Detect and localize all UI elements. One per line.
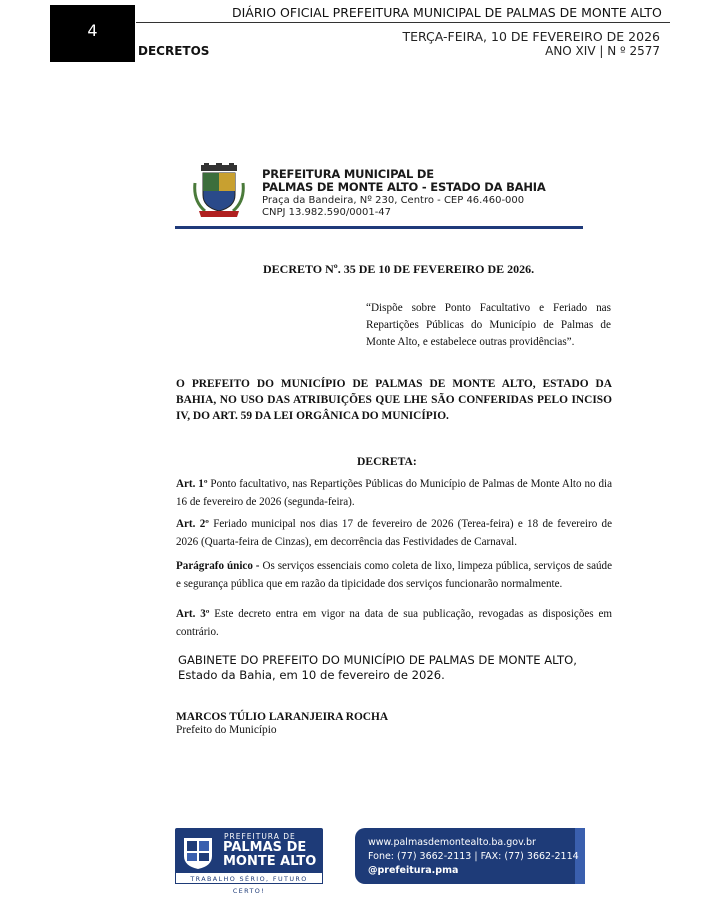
sole-paragraph-label: Parágrafo único - (176, 560, 260, 572)
article-1-text: Ponto facultativo, nas Repartições Públicas do Município de Palmas de Monte Alto no dia 16 de fevereiro de 2026 (segunda-feira). (176, 478, 612, 508)
letterhead-address: Praça da Bandeira, Nº 230, Centro - CEP 46.460-000 (262, 195, 525, 206)
article-2 (176, 515, 612, 551)
footer-slogan: TRABALHO SÉRIO, FUTURO CERTO! (175, 872, 323, 884)
coat-of-arms-icon (193, 163, 245, 219)
letterhead-divider (175, 226, 583, 229)
article-2-text: Feriado municipal nos dias 17 de fevereiro de 2026 (Terea-feira) e 18 de fevereiro de 2026 (Quarta-feira de Cinzas), em decorrência das Festividades de Carnaval. (176, 518, 613, 548)
decree-preamble: O PREFEITO DO MUNICÍPIO DE PALMAS DE MONTE ALTO, ESTADO DA BAHIA, NO USO DAS ATRIBUIÇÕES QUE LHE SÃO CONFERIDAS PELO INCISO IV, DO ART. 59 DA LEI ORGÂNICA DO MUNICÍPIO. (176, 378, 612, 422)
letterhead-name-line1: PREFEITURA MUNICIPAL DE (262, 167, 434, 181)
decree-summary: “Dispõe sobre Ponto Facultativo e Feriado nas Repartições Públicas do Município de Palmas de Monte Alto, e estabelece outras providências”. (366, 302, 611, 348)
decree-title: DECRETO Nº. 35 DE 10 DE FEVEREIRO DE 2026. (263, 262, 535, 276)
article-1-label: Art. 1º (176, 478, 208, 490)
letterhead-cnpj: CNPJ 13.982.590/0001-47 (262, 207, 392, 218)
footer-logo-line1: PALMAS DE (223, 840, 307, 855)
article-3 (176, 605, 612, 641)
article-1 (176, 475, 612, 511)
article-3-text: Este decreto entra em vigor na data de sua publicação, revogadas as disposições em contrário. (176, 608, 612, 638)
footer-logo (175, 828, 323, 895)
footer-social[interactable]: @prefeitura.pma (368, 865, 459, 876)
footer-logo-small: PREFEITURA DE (224, 832, 296, 841)
letterhead-name-line2: PALMAS DE MONTE ALTO - ESTADO DA BAHIA (262, 180, 546, 194)
sole-paragraph-text: Os serviços essenciais como coleta de lixo, limpeza pública, serviços de saúde e segurança pública que em razão da tipicidade dos serviços funcionarão normalmente. (176, 560, 613, 590)
page-number: 4 (50, 5, 135, 62)
article-3-label: Art. 3º (176, 608, 210, 620)
signer-name: MARCOS TÚLIO LARANJEIRA ROCHA (176, 711, 389, 723)
edition-number: ANO XIV | N º 2577 (545, 44, 660, 58)
section-label: DECRETOS (138, 44, 210, 58)
closing-line-1: GABINETE DO PREFEITO DO MUNICÍPIO DE PALMAS DE MONTE ALTO, (178, 653, 577, 667)
municipal-emblem-icon (180, 834, 216, 870)
sole-paragraph (176, 557, 612, 593)
article-2-label: Art. 2º (176, 518, 209, 530)
journal-title: DIÁRIO OFICIAL PREFEITURA MUNICIPAL DE PALMAS DE MONTE ALTO (232, 5, 662, 20)
closing-line-2: Estado da Bahia, em 10 de fevereiro de 2026. (178, 668, 445, 682)
closing-statement (178, 653, 610, 683)
header-divider (136, 22, 670, 23)
footer-contact (355, 828, 585, 884)
footer-website[interactable]: www.palmasdemontealto.ba.gov.br (368, 837, 536, 848)
signer-role: Prefeito do Município (176, 724, 277, 736)
footer-logo-line2: MONTE ALTO (223, 854, 317, 869)
decreta-heading: DECRETA: (357, 455, 417, 468)
edition-date: TERÇA-FEIRA, 10 DE FEVEREIRO DE 2026 (402, 29, 660, 44)
footer-phones: Fone: (77) 3662-2113 | FAX: (77) 3662-2114 (368, 851, 579, 862)
